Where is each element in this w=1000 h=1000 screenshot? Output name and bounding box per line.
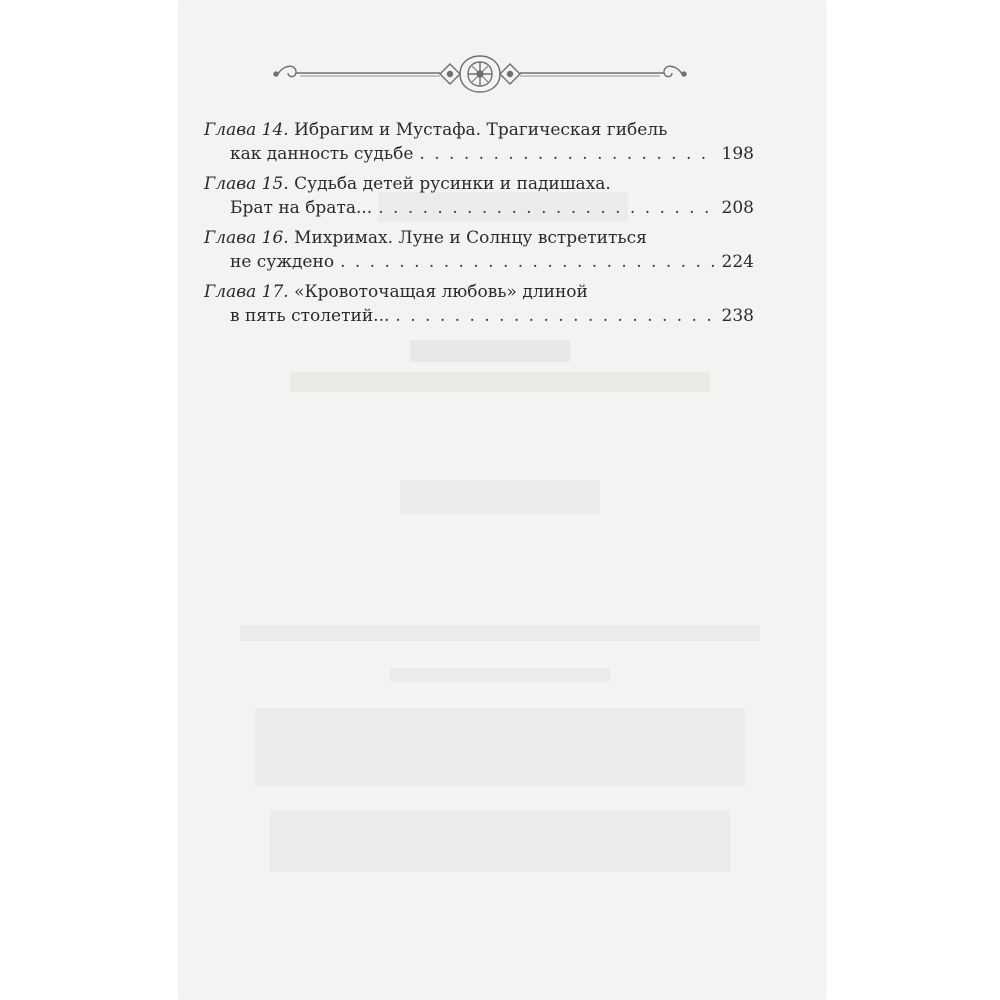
dot-leader (419, 142, 715, 166)
show-through-editor-block (400, 480, 600, 514)
toc-entry-first-line (204, 226, 754, 250)
chapter-title: Судьба детей русинки и падишаха. (294, 174, 611, 194)
toc-entry-first-line (204, 118, 754, 142)
chapter-number: Глава 14. (204, 120, 289, 140)
show-through-title-block (410, 340, 570, 362)
toc-entry[interactable] (204, 172, 754, 220)
page-number: 198 (721, 144, 754, 164)
toc-entry-first-line (204, 172, 754, 196)
chapter-number: Глава 16. (204, 228, 289, 248)
toc-entry-second-line (204, 304, 754, 328)
toc-entry-first-line (204, 280, 754, 304)
floral-divider-icon (270, 50, 690, 96)
chapter-title-continued: Брат на брата... (230, 198, 373, 218)
chapter-title: Ибрагим и Мустафа. Трагическая гибель (294, 120, 668, 140)
show-through-imprint-block-2 (390, 668, 610, 682)
chapter-title: «Кровоточащая любовь» длиной (294, 282, 588, 302)
toc-entry-second-line (204, 142, 754, 166)
page-number: 238 (721, 306, 754, 326)
chapter-title-continued: в пять столетий... (230, 306, 390, 326)
dot-leader (378, 196, 715, 220)
chapter-number: Глава 15. (204, 174, 289, 194)
chapter-title: Михримах. Луне и Солнцу встретиться (294, 228, 647, 248)
show-through-imprint-block-1 (240, 625, 760, 641)
chapter-title-continued: не суждено (230, 252, 335, 272)
dot-leader (395, 304, 715, 328)
table-of-contents (204, 118, 754, 334)
page-number: 224 (721, 252, 754, 272)
chapter-title-continued: как данность судьбе (230, 144, 414, 164)
show-through-imprint-block-3 (255, 708, 745, 786)
chapter-number: Глава 17. (204, 282, 289, 302)
toc-entry[interactable] (204, 280, 754, 328)
page-number: 208 (721, 198, 754, 218)
toc-entry-second-line (204, 250, 754, 274)
show-through-subtitle-block (290, 372, 710, 392)
dot-leader (340, 250, 715, 274)
toc-entry[interactable] (204, 118, 754, 166)
toc-entry-second-line (204, 196, 754, 220)
toc-entry[interactable] (204, 226, 754, 274)
show-through-imprint-block-4 (270, 810, 730, 872)
